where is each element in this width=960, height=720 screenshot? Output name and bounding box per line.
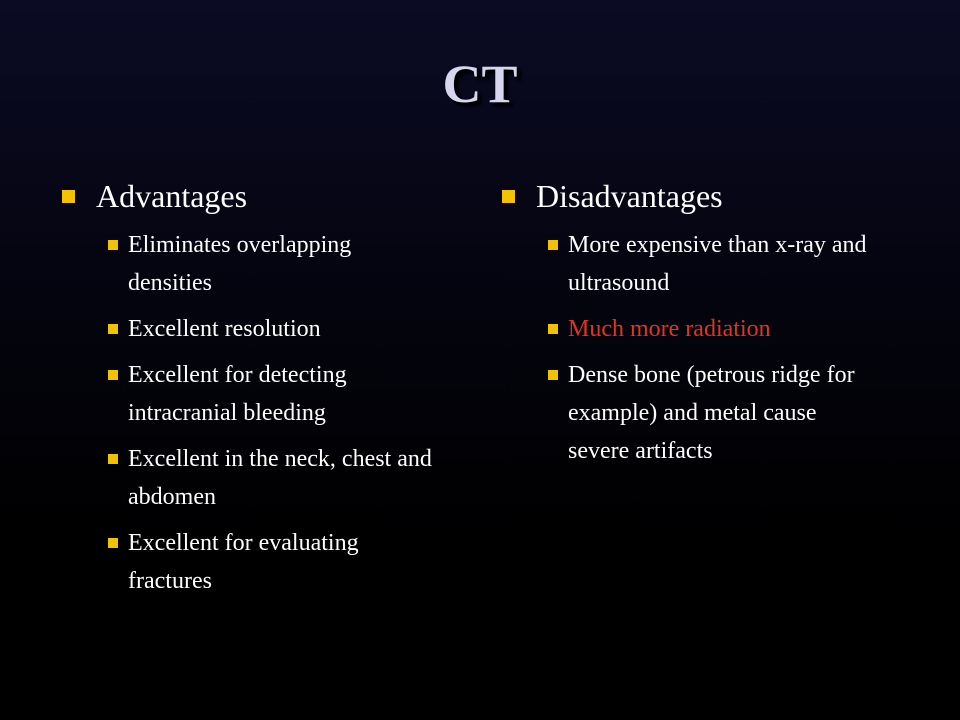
list-item — [548, 310, 880, 348]
disadvantages-column — [500, 176, 880, 478]
disadvantages-heading-item — [500, 176, 880, 216]
list-item — [548, 226, 880, 302]
disadvantages-list — [500, 226, 880, 470]
advantages-heading-item — [60, 176, 440, 216]
list-item — [108, 310, 440, 348]
square-bullet-icon — [548, 324, 558, 334]
list-item — [108, 524, 440, 600]
list-item — [108, 226, 440, 302]
list-item-text-highlighted: Much more radiation — [568, 316, 771, 342]
square-bullet-icon — [548, 370, 558, 380]
square-bullet-icon — [108, 324, 118, 334]
advantages-heading: Advantages — [96, 178, 248, 214]
list-item-text: Excellent resolution — [128, 316, 321, 342]
list-item-text: Excellent for detecting intracranial bleeding — [128, 362, 347, 426]
square-bullet-icon — [108, 240, 118, 250]
disadvantages-heading: Disadvantages — [536, 178, 723, 214]
square-bullet-icon — [108, 538, 118, 548]
list-item-text: Excellent in the neck, chest and abdomen — [128, 446, 432, 510]
list-item — [108, 356, 440, 432]
list-item — [108, 440, 440, 516]
list-item-text: Eliminates overlapping densities — [128, 232, 352, 296]
square-bullet-icon — [502, 190, 515, 203]
advantages-list — [60, 226, 440, 600]
slide-title: CT — [442, 54, 518, 114]
square-bullet-icon — [62, 190, 75, 203]
list-item — [548, 356, 880, 470]
square-bullet-icon — [548, 240, 558, 250]
list-item-text: Dense bone (petrous ridge for example) and metal cause severe artifacts — [568, 362, 855, 464]
advantages-column — [60, 176, 440, 608]
list-item-text: More expensive than x-ray and ultrasound — [568, 232, 867, 296]
list-item-text: Excellent for evaluating fractures — [128, 530, 359, 594]
square-bullet-icon — [108, 370, 118, 380]
square-bullet-icon — [108, 454, 118, 464]
